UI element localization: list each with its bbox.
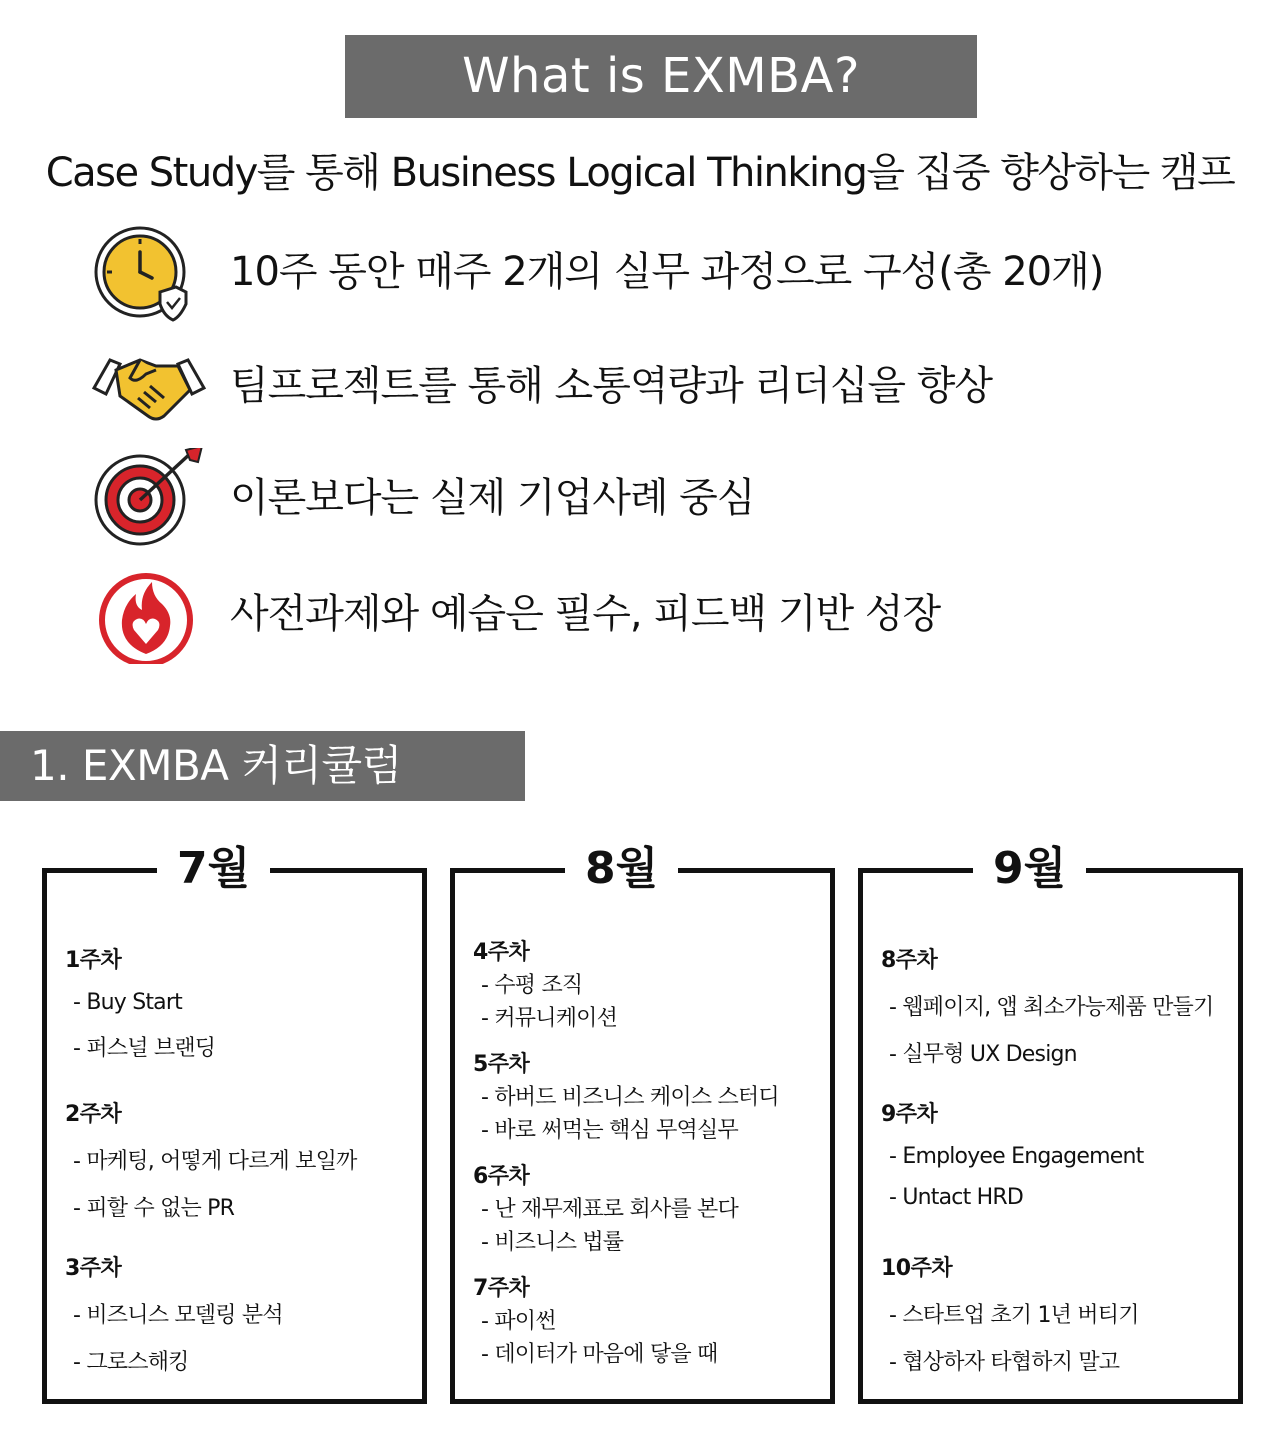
week-item: - 파이썬 — [473, 1304, 824, 1335]
feature-text: 사전과제와 예습은 필수, 피드백 기반 성장 — [230, 591, 941, 637]
week-block — [65, 943, 416, 1062]
week-block — [65, 1097, 416, 1222]
week-label: 7주차 — [473, 1276, 530, 1301]
month-title: 7월 — [157, 837, 270, 901]
week-item: - Buy Start — [65, 990, 416, 1015]
week-block — [473, 1159, 824, 1256]
week-block — [881, 943, 1232, 1068]
week-block — [65, 1251, 416, 1376]
week-item: - 퍼스널 브랜딩 — [65, 1031, 416, 1062]
flame-heart-icon — [90, 564, 208, 664]
week-item: - 커뮤니케이션 — [473, 1001, 824, 1032]
clock-shield-icon — [90, 222, 208, 322]
week-item: - 마케팅, 어떻게 다르게 보일까 — [65, 1144, 416, 1175]
handshake-icon — [90, 336, 208, 436]
month-box-september — [858, 843, 1243, 1404]
month-title: 9월 — [973, 837, 1086, 901]
week-item: - 수평 조직 — [473, 968, 824, 999]
week-label: 9주차 — [881, 1102, 938, 1127]
week-label: 1주차 — [65, 948, 122, 973]
week-item: - 협상하자 타협하지 말고 — [881, 1345, 1232, 1376]
week-item: - 그로스해킹 — [65, 1345, 416, 1376]
week-label: 3주차 — [65, 1256, 122, 1281]
month-box-august — [450, 843, 835, 1404]
week-item: - 스타트업 초기 1년 버티기 — [881, 1298, 1232, 1329]
week-item: - 난 재무제표로 회사를 본다 — [473, 1192, 824, 1223]
week-item: - 실무형 UX Design — [881, 1037, 1232, 1068]
page-title-banner — [345, 35, 977, 118]
week-item: - Employee Engagement — [881, 1144, 1232, 1169]
page-subtitle: Case Study를 통해 Business Logical Thinking을 집중 향상하는 캠프 — [45, 150, 1235, 196]
week-block — [881, 1251, 1232, 1376]
week-label: 4주차 — [473, 940, 530, 965]
feature-row-growth — [90, 564, 1190, 664]
feature-text: 팀프로젝트를 통해 소통역량과 리더십을 향상 — [230, 363, 993, 409]
week-item: - 하버드 비즈니스 케이스 스터디 — [473, 1080, 824, 1111]
week-block — [473, 1271, 824, 1368]
week-label: 10주차 — [881, 1256, 953, 1281]
week-item: - Untact HRD — [881, 1185, 1232, 1210]
feature-text: 10주 동안 매주 2개의 실무 과정으로 구성(총 20개) — [230, 249, 1104, 295]
section-title-curriculum: 1. EXMBA 커리큘럼 — [0, 731, 525, 801]
week-block — [473, 1047, 824, 1144]
feature-row-cases — [90, 448, 1190, 548]
feature-row-teamwork — [90, 336, 1190, 436]
week-label: 8주차 — [881, 948, 938, 973]
week-block — [473, 935, 824, 1032]
week-item: - 비즈니스 법률 — [473, 1225, 824, 1256]
feature-row-schedule — [90, 222, 1190, 322]
month-title: 8월 — [565, 837, 678, 901]
feature-text: 이론보다는 실제 기업사례 중심 — [230, 475, 755, 521]
week-label: 5주차 — [473, 1052, 530, 1077]
week-item: - 피할 수 없는 PR — [65, 1191, 416, 1222]
page-title: What is EXMBA? — [462, 48, 860, 104]
week-item: - 비즈니스 모델링 분석 — [65, 1298, 416, 1329]
target-arrow-icon — [90, 448, 208, 548]
week-item: - 웹페이지, 앱 최소가능제품 만들기 — [881, 990, 1232, 1021]
week-item: - 데이터가 마음에 닿을 때 — [473, 1337, 824, 1368]
week-label: 2주차 — [65, 1102, 122, 1127]
month-box-july — [42, 843, 427, 1404]
week-item: - 바로 써먹는 핵심 무역실무 — [473, 1113, 824, 1144]
week-block — [881, 1097, 1232, 1210]
week-label: 6주차 — [473, 1164, 530, 1189]
